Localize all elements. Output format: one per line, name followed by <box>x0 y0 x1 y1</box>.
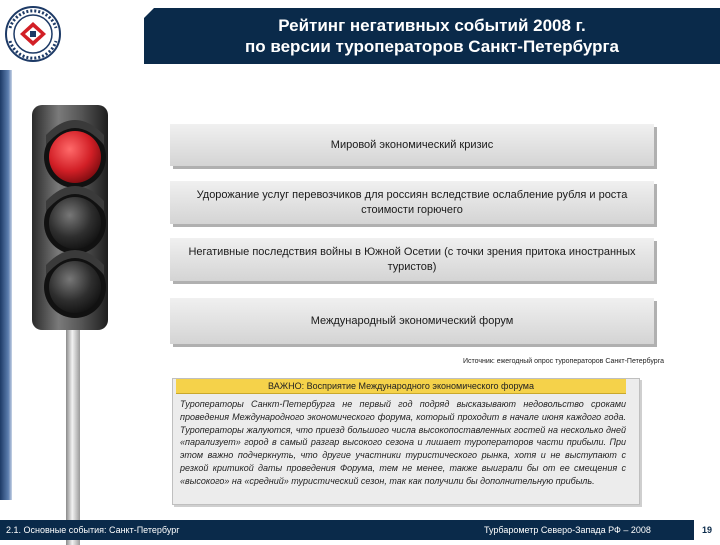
slide-title <box>144 8 720 64</box>
event-text-4: Международный экономический форум <box>310 314 514 327</box>
important-note-body: Туроператоры Санкт-Петербурга не первый год подряд высказывают недовольство сроками проведения Международного экономического форума, который проходит в начале июня каждого года. Туроператоры жалуются, что приезд большого числа высокопоставленных гостей на несколько дней «парализует» город в самый разгар высокого сезона и лишает туроператоров части прибыли. При этом важно подчеркнуть, что другие участники туристического рынка, хотя и не выступают с резкой критикой даты проведения Форума, тем не менее, также выиграли бы от ее смещения с «высокого» на «средний» туристический сезон, так как получили бы дополнительную прибыль. <box>180 399 626 486</box>
source-note: Источник: ежегодный опрос туроператоров Санкт-Петербурга <box>463 358 664 365</box>
title-line-1: Рейтинг негативных событий 2008 г. <box>278 16 586 35</box>
event-box-1 <box>170 124 654 166</box>
page-number: 19 <box>694 520 720 540</box>
title-line-2: по версии туроператоров Санкт-Петербурга <box>245 37 619 56</box>
footer-bar <box>0 520 720 540</box>
footer-report-title: Турбарометр Северо-Запада РФ – 2008 <box>484 525 651 535</box>
event-text-2: Удорожание услуг перевозчиков для россиян вследствие ослабление рубля и роста стоимости горючего <box>196 188 628 216</box>
event-text-1: Мировой экономический кризис <box>330 138 494 151</box>
footer-section-label: 2.1. Основные события: Санкт-Петербург <box>6 525 180 535</box>
event-text-3: Негативные последствия войны в Южной Осетии (с точки зрения притока иностранных туристов) <box>188 245 636 273</box>
event-box-3 <box>170 238 654 281</box>
event-box-2 <box>170 181 654 224</box>
title-corner-notch <box>144 8 154 18</box>
important-note-header: ВАЖНО: Восприятие Международного экономического форума <box>176 379 626 394</box>
organization-logo <box>4 4 62 68</box>
traffic-light-icon <box>20 105 146 545</box>
event-box-4 <box>170 298 654 344</box>
left-decorative-stripe <box>0 70 12 500</box>
